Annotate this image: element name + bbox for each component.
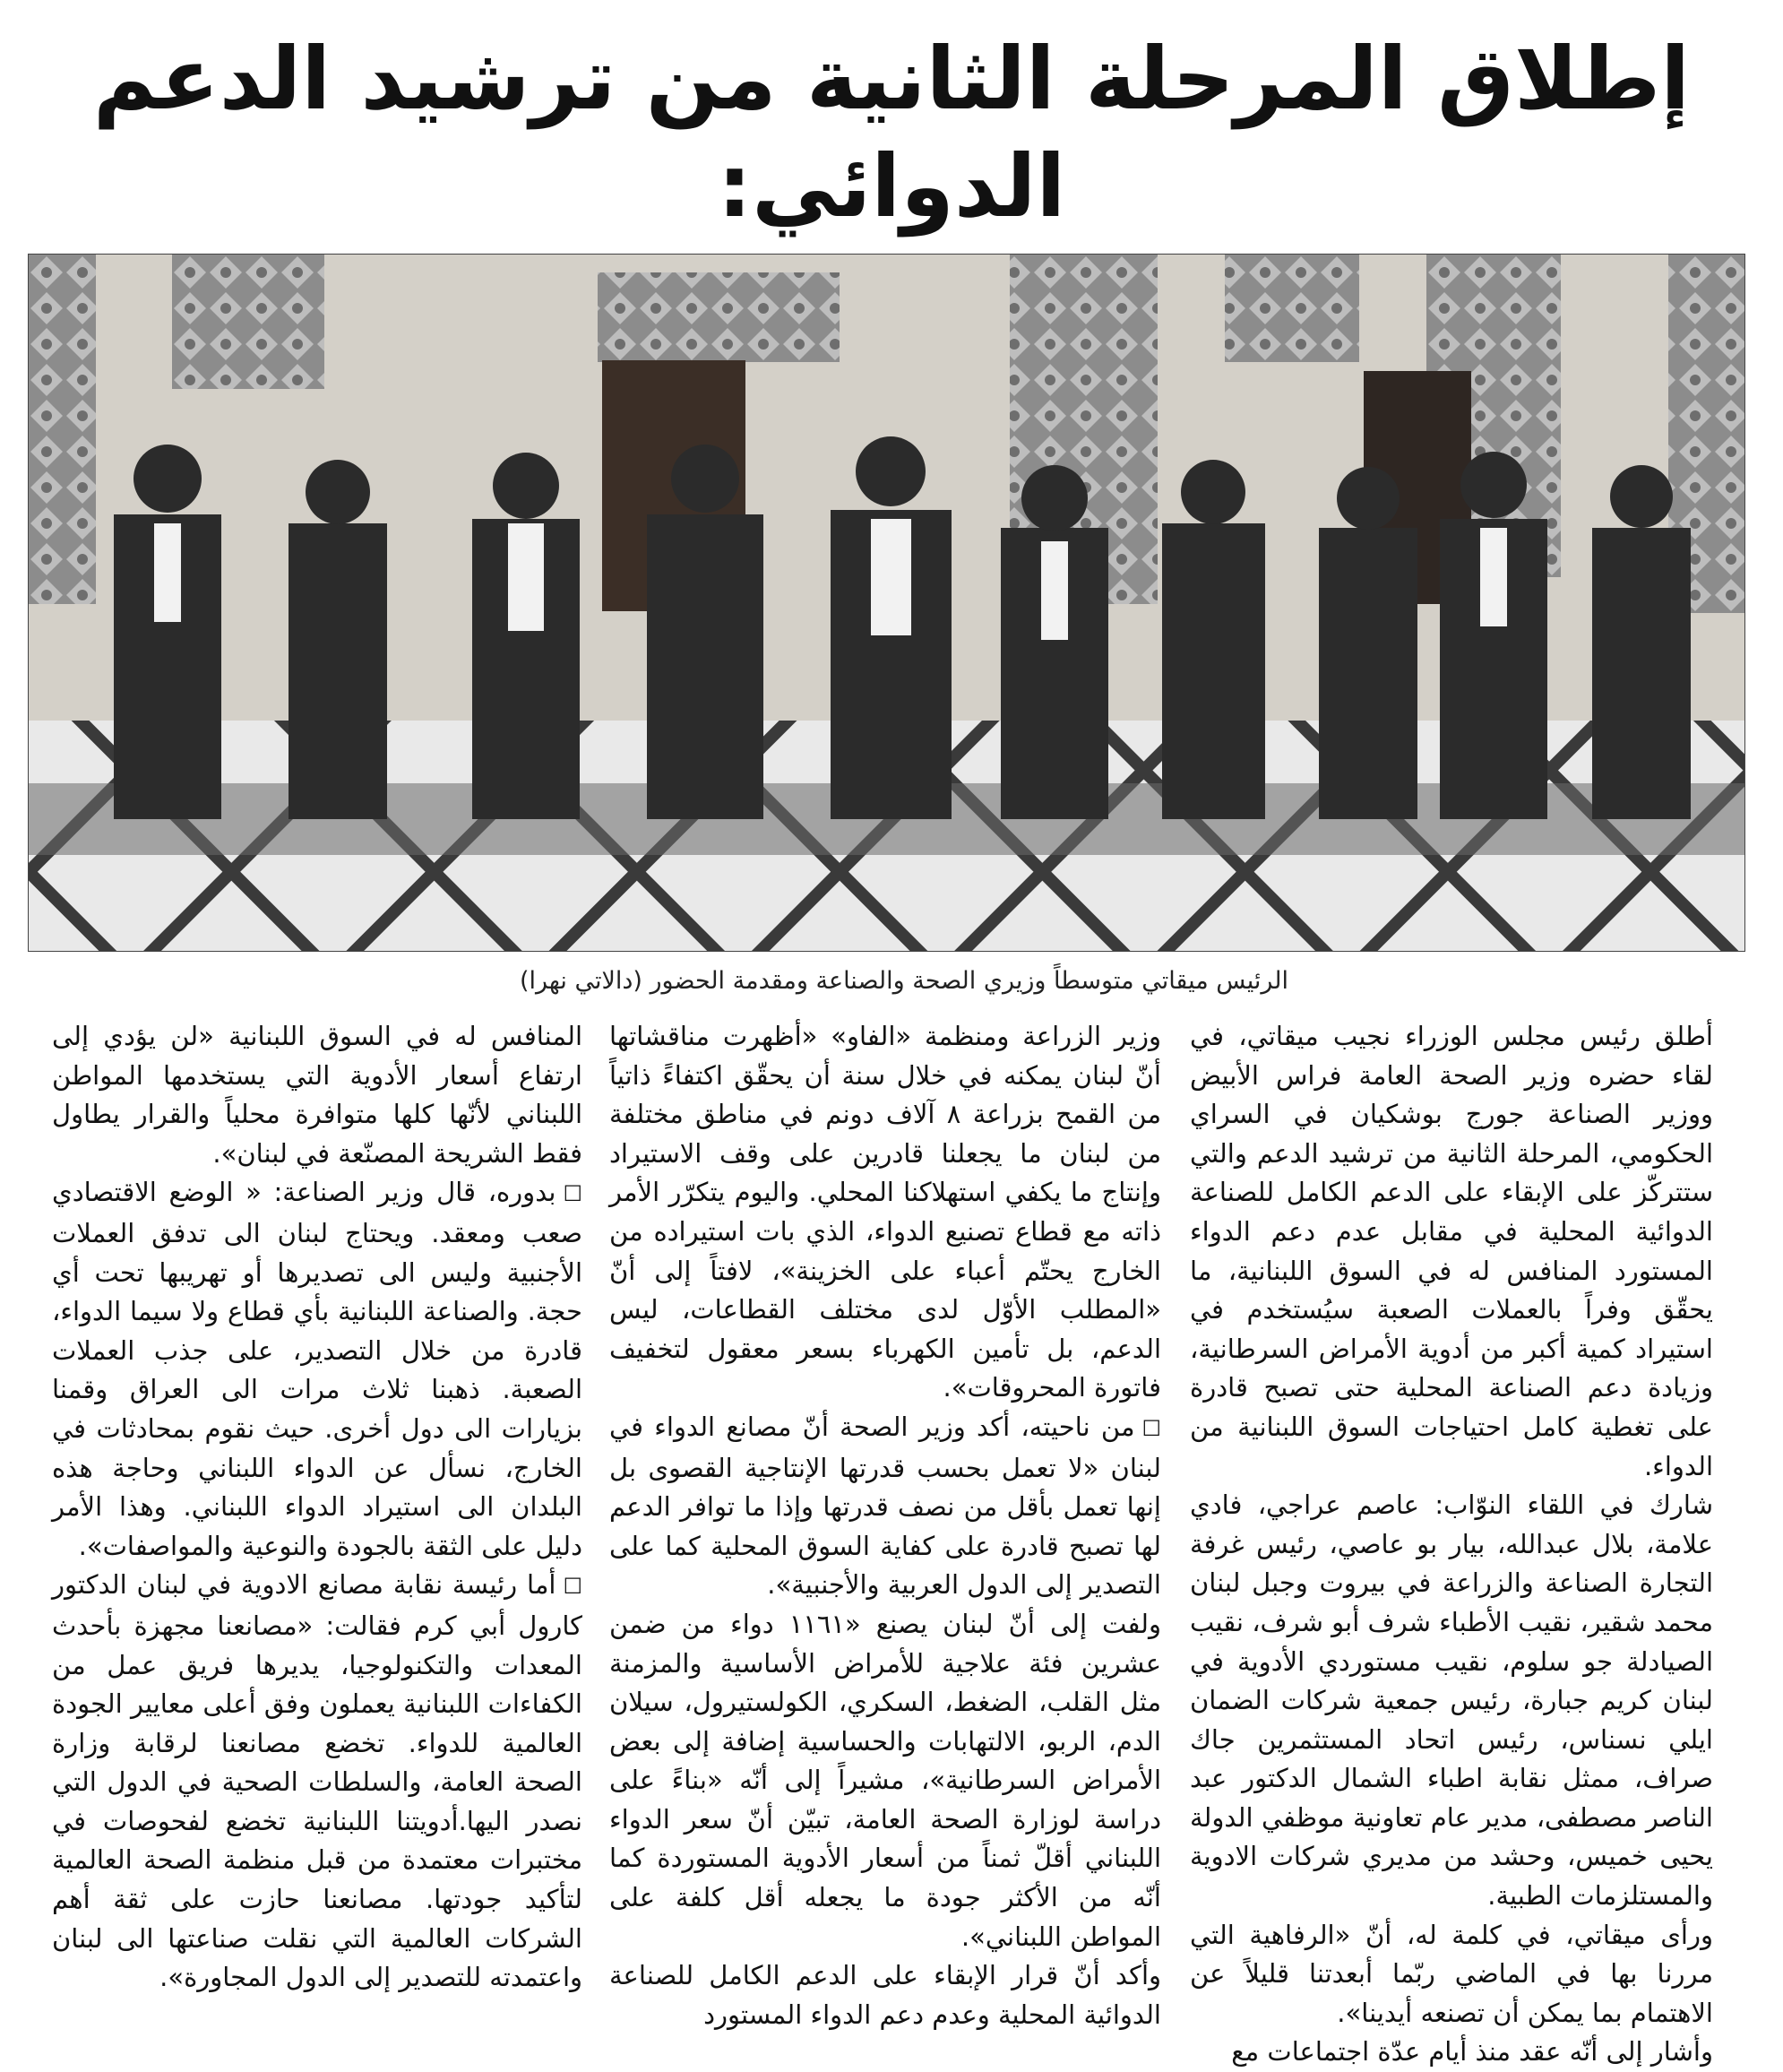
paragraph: أطلق رئيس مجلس الوزراء نجيب ميقاتي، في لقاء حضره وزير الصحة العامة فراس الأبيض ووزير الصناعة جورج بوشكيان في السراي الحكومي، المرحلة الثانية من ترشيد الدعم والتي ستتركّز على الإبقاء على الدعم الكامل للصناعة الدوائية المحلية في مقابل عدم دعم الدواء المستورد المنافس له في السوق اللبنانية، ما يحقّق وفراً بالعملات الصعبة سيُستخدم في استيراد كمية أكبر من أدوية الأمراض السرطانية، وزيادة دعم الصناعة المحلية حتى تصبح قادرة على تغطية كامل احتياجات السوق اللبنانية من الدواء. — [1190, 1021, 1713, 1481]
paragraph: المنافس له في السوق اللبنانية «لن يؤدي إلى ارتفاع أسعار الأدوية التي يستخدمها المواطن اللبناني لأنّها كلها متوافرة محلياً والقرار يطاول فقط الشريحة المصنّعة في لبنان». — [52, 1021, 582, 1169]
photo-illustration — [29, 255, 1744, 951]
article-column-3 — [52, 1017, 582, 2039]
square-bullet-icon: ☐ — [563, 1574, 582, 1600]
photo-caption: الرئيس ميقاتي متوسطاً وزيري الصحة والصناعة ومقدمة الحضور (دالاتي نهرا) — [519, 967, 1288, 995]
paragraph: وأشار إلى أنّه عقد منذ أيام عدّة اجتماعات مع — [1231, 2036, 1713, 2068]
headline-line-1: إطلاق المرحلة الثانية من ترشيد الدعم الدوائي: — [92, 29, 1691, 237]
paragraph: وزير الزراعة ومنظمة «الفاو» «أظهرت مناقشاتها أنّ لبنان يمكنه في خلال سنة أن يحقّق اكتفاءً ذاتياً من القمح بزراعة ٨ آلاف دونم في مناطق مختلفة من لبنان ما يجعلنا قادرين على وقف الاستيراد وإنتاج ما يكفي استهلاكنا المحلي. واليوم يتكرّر الأمر ذاته مع قطاع تصنيع الدواء، الذي بات استيراده من الخارج يحتّم أعباء على الخزينة»، لافتاً إلى أنّ «المطلب الأوّل لدى مختلف القطاعات، ليس الدعم، بل تأمين الكهرباء بسعر معقول لتخفيف فاتورة المحروقات». — [609, 1021, 1161, 1403]
paragraph: ☐من ناحيته، أكد وزير الصحة أنّ مصانع الدواء في لبنان «لا تعمل بحسب قدرتها الإنتاجية القصوى بل إنها تعمل بأقل من نصف قدرتها وإذا ما توافر الدعم لها تصبح قادرة على كفاية السوق المحلية كما على التصدير إلى الدول العربية والأجنبية». — [609, 1411, 1161, 1601]
article-column-2 — [609, 1017, 1161, 2039]
article-column-1 — [1190, 1017, 1713, 2068]
news-photo — [28, 254, 1745, 952]
paragraph: شارك في اللقاء النوّاب: عاصم عراجي، فادي علامة، بلال عبدالله، بيار بو عاصي، رئيس غرفة التجارة الصناعة والزراعة في بيروت وجبل لبنان محمد شقير، نقيب الأطباء شرف أبو شرف، نقيب الصيادلة جو سلوم، نقيب مستوردي الأدوية في لبنان كريم جبارة، رئيس جمعية شركات الضمان ايلي نسناس، رئيس اتحاد المستثمرين جاك صراف، ممثل نقابة اطباء الشمال الدكتور عبد الناصر مصطفى، مدير عام تعاونية موظفي الدولة يحيى خميس، وحشد من مديري شركات الادوية والمستلزمات الطبية. — [1190, 1489, 1713, 1912]
paragraph: ولفت إلى أنّ لبنان يصنع «١١٦١ دواء من ضمن عشرين فئة علاجية للأمراض الأساسية والمزمنة مثل القلب، الضغط، السكري، الكولستيرول، سيلان الدم، الربو، الالتهابات والحساسية إضافة إلى بعض الأمراض السرطانية»، مشيراً إلى أنّه «بناءً على دراسة لوزارة الصحة العامة، تبيّن أنّ سعر الدواء اللبناني أقلّ ثمناً من أسعار الأدوية المستوردة كما أنّه من الأكثر جودة ما يجعله أقل كلفة على المواطن اللبناني». — [609, 1608, 1162, 1952]
paragraph: ☐بدوره، قال وزير الصناعة: « الوضع الاقتصادي صعب ومعقد. ويحتاج لبنان الى تدفق العملات الأجنبية وليس الى تصديرها أو تهريبها تحت أي حجة. والصناعة اللبنانية بأي قطاع ولا سيما الدواء، قادرة من خلال التصدير، على جذب العملات الصعبة. ذهبنا ثلاث مرات الى العراق وقمنا بزيارات الى دول أخرى. حيث نقوم بمحادثات في الخارج، نسأل عن الدواء اللبناني وحاجة هذه البلدان الى استيراد الدواء اللبناني. وهذا الأمر دليل على الثقة بالجودة والنوعية والمواصفات». — [52, 1177, 582, 1561]
square-bullet-icon: ☐ — [1141, 1415, 1161, 1441]
paragraph: وأكد أنّ قرار الإبقاء على الدعم الكامل للصناعة الدوائية المحلية وعدم دعم الدواء المستورد — [609, 1960, 1161, 2030]
paragraph: ورأى ميقاتي، في كلمة له، أنّ «الرفاهية التي مررنا بها في الماضي ربّما أبعدتنا قليلاً عن الاهتمام بما يمكن أن تصنعه أيدينا». — [1190, 1919, 1713, 2028]
square-bullet-icon: ☐ — [563, 1181, 582, 1207]
paragraph: ☐أما رئيسة نقابة مصانع الادوية في لبنان الدكتور كارول أبي كرم فقالت: «مصانعنا مجهزة بأحدث المعدات والتكنولوجيا، يديرها فريق عمل من الكفاءات اللبنانية يعملون وفق أعلى معايير الجودة العالمية للدواء. تخضع مصانعنا لرقابة وزارة الصحة العامة، والسلطات الصحية في الدول التي نصدر اليها.أدويتنا اللبنانية تخضع لفحوصات في مختبرات معتمدة من قبل منظمة الصحة العالمية لتأكيد جودتها. مصانعنا حازت على ثقة أهم الشركات العالمية التي نقلت صناعتها الى لبنان واعتمدته للتصدير إلى الدول المجاورة». — [52, 1569, 582, 1993]
